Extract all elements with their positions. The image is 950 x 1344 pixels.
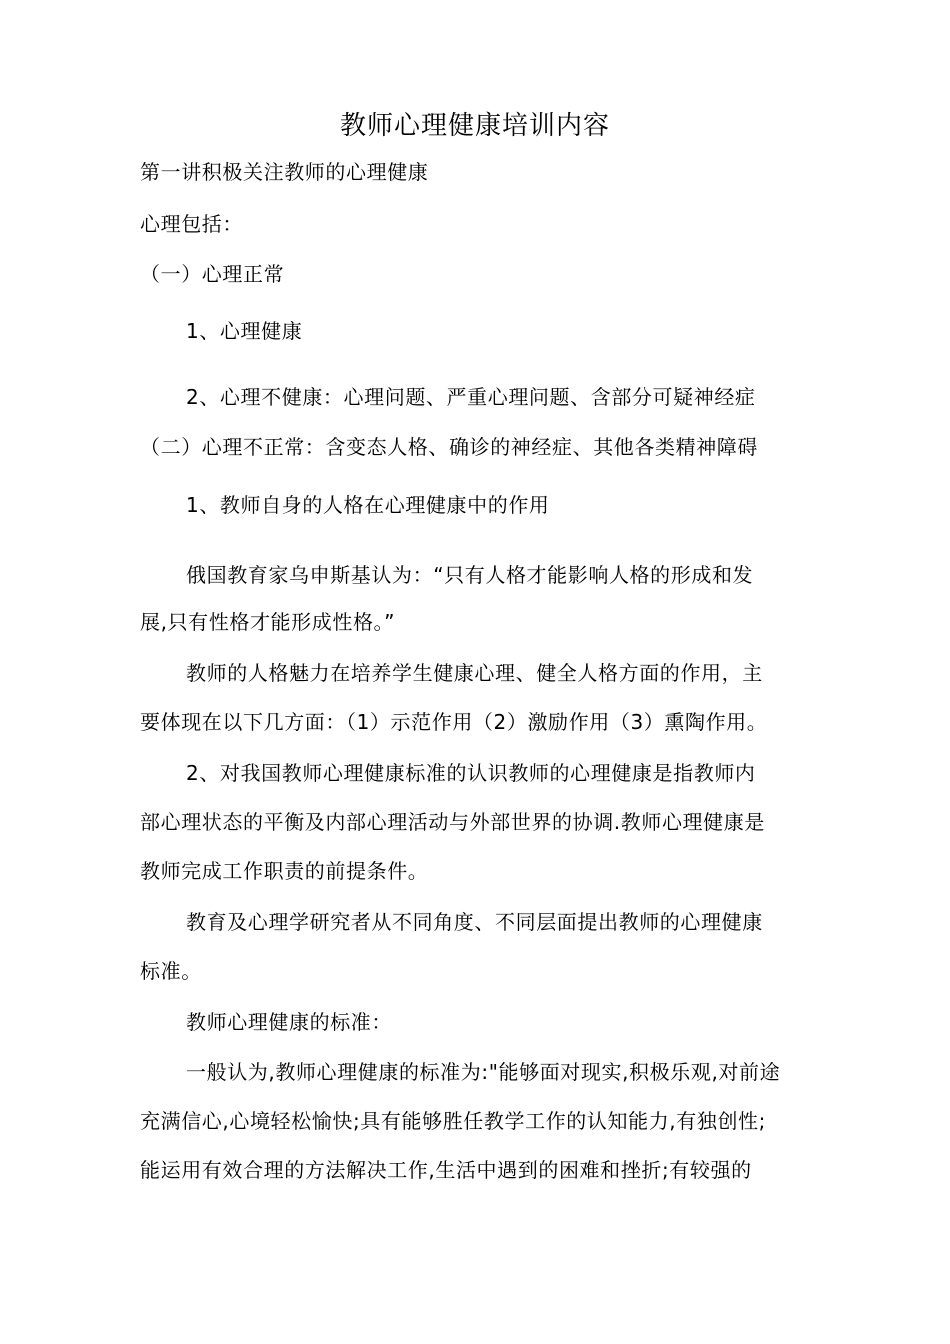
paragraph-research-line: 标准。 bbox=[140, 959, 202, 983]
paragraph-standard-line: 2、对我国教师心理健康标准的认识教师的心理健康是指教师内 bbox=[186, 761, 756, 785]
paragraph-standard-line: 教师完成工作职责的前提条件。 bbox=[140, 859, 429, 883]
paragraph-research-line: 教育及心理学研究者从不同角度、不同层面提出教师的心理健康 bbox=[186, 910, 763, 934]
standard-heading: 教师心理健康的标准： bbox=[186, 1010, 392, 1034]
psych-includes-heading: 心理包括： bbox=[140, 212, 243, 236]
paragraph-quote-line: 俄国教育家乌申斯基认为：“只有人格才能影响人格的形成和发 bbox=[186, 563, 754, 587]
paragraph-quote-line: 展,只有性格才能形成性格。” bbox=[140, 610, 396, 634]
item-mental-health: 1、心理健康 bbox=[186, 319, 303, 343]
section-two-heading: （二）心理不正常：含变态人格、确诊的神经症、其他各类精神障碍 bbox=[140, 435, 758, 459]
paragraph-charm-line: 要体现在以下几方面：（1）示范作用（2）激励作用（3）熏陶作用。 bbox=[140, 710, 768, 734]
paragraph-general-line: 能运用有效合理的方法解决工作,生活中遇到的困难和挫折;有较强的 bbox=[140, 1158, 752, 1182]
paragraph-standard-line: 部心理状态的平衡及内部心理活动与外部世界的协调.教师心理健康是 bbox=[140, 810, 765, 834]
item-mental-unhealthy: 2、心理不健康：心理问题、严重心理问题、含部分可疑神经症 bbox=[186, 385, 756, 409]
lecture-heading: 第一讲积极关注教师的心理健康 bbox=[140, 160, 429, 184]
paragraph-general-line: 一般认为,教师心理健康的标准为:"能够面对现实,积极乐观,对前途 bbox=[186, 1060, 781, 1084]
document-title: 教师心理健康培训内容 bbox=[339, 111, 610, 141]
paragraph-charm-line: 教师的人格魅力在培养学生健康心理、健全人格方面的作用，主 bbox=[186, 661, 763, 685]
section-one-heading: （一）心理正常 bbox=[140, 262, 285, 286]
paragraph-general-line: 充满信心,心境轻松愉快;具有能够胜任教学工作的认知能力,有独创性; bbox=[140, 1109, 766, 1133]
item-teacher-personality: 1、教师自身的人格在心理健康中的作用 bbox=[186, 493, 550, 517]
